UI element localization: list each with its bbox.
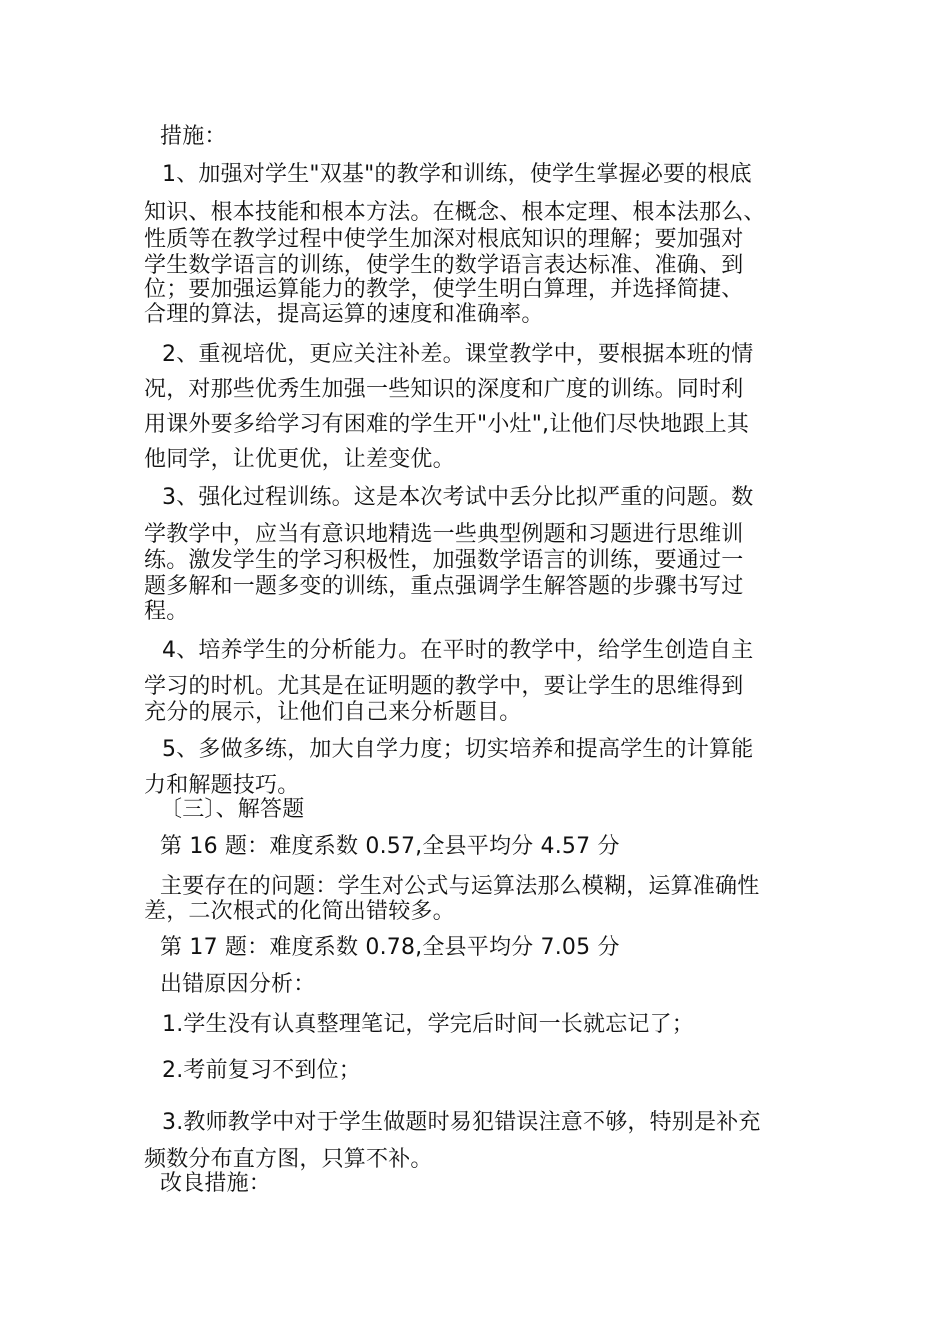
text-line: 3、强化过程训练。这是本次考试中丢分比拟严重的问题。数 <box>162 485 754 510</box>
heading-measures: 措施： <box>160 124 227 149</box>
text-line: 充分的展示，让他们自己来分析题目。 <box>144 700 522 725</box>
text-line: 学习的时机。尤其是在证明题的教学中，要让学生的思维得到 <box>144 674 744 699</box>
text-line: 题多解和一题多变的训练，重点强调学生解答题的步骤书写过 <box>144 574 744 599</box>
text-line: 1、加强对学生"双基"的教学和训练，使学生掌握必要的根底 <box>162 162 752 187</box>
question-17-stats: 第 17 题：难度系数 0.78,全县平均分 7.05 分 <box>160 935 620 960</box>
text-line: 主要存在的问题：学生对公式与运算法那么模糊，运算准确性 <box>160 874 760 899</box>
text-line: 况，对那些优秀生加强一些知识的深度和广度的训练。同时利 <box>144 377 744 402</box>
text-line: 合理的算法，提高运算的速度和准确率。 <box>144 302 544 327</box>
text-line: 用课外要多给学习有困难的学生开"小灶",让他们尽快地跟上其 <box>144 412 750 437</box>
text-line: 学生数学语言的训练，使学生的数学语言表达标准、准确、到 <box>144 253 744 278</box>
text-line: 位；要加强运算能力的教学，使学生明白算理，并选择简捷、 <box>144 277 744 302</box>
text-line: 他同学，让优更优，让差变优。 <box>144 447 455 472</box>
error-analysis-heading: 出错原因分析： <box>160 972 316 997</box>
text-line: 程。 <box>144 599 189 624</box>
text-line: 频数分布直方图，只算不补。 <box>144 1147 433 1172</box>
text-line: 差，二次根式的化简出错较多。 <box>144 899 455 924</box>
question-16-stats: 第 16 题：难度系数 0.57,全县平均分 4.57 分 <box>160 834 620 859</box>
text-line: 力和解题技巧。 <box>144 773 300 798</box>
list-item: 3.教师教学中对于学生做题时易犯错误注意不够，特别是补充 <box>162 1110 761 1135</box>
text-line: 知识、根本技能和根本方法。在概念、根本定理、根本法那么、 <box>144 200 766 225</box>
improvement-heading: 改良措施： <box>160 1171 272 1196</box>
section-heading: 〔三〕、解答题 <box>160 797 305 822</box>
text-line: 学教学中，应当有意识地精选一些典型例题和习题进行思维训 <box>144 522 744 547</box>
list-item: 2.考前复习不到位； <box>162 1058 361 1083</box>
text-line: 2、重视培优，更应关注补差。课堂教学中，要根据本班的情 <box>162 342 754 367</box>
text-line: 5、多做多练，加大自学力度；切实培养和提高学生的计算能 <box>162 737 754 762</box>
text-line: 练。激发学生的学习积极性，加强数学语言的训练，要通过一 <box>144 548 744 573</box>
text-line: 4、培养学生的分析能力。在平时的教学中，给学生创造自主 <box>162 638 754 663</box>
list-item: 1.学生没有认真整理笔记，学完后时间一长就忘记了； <box>162 1012 694 1037</box>
text-line: 性质等在教学过程中使学生加深对根底知识的理解；要加强对 <box>144 227 744 252</box>
